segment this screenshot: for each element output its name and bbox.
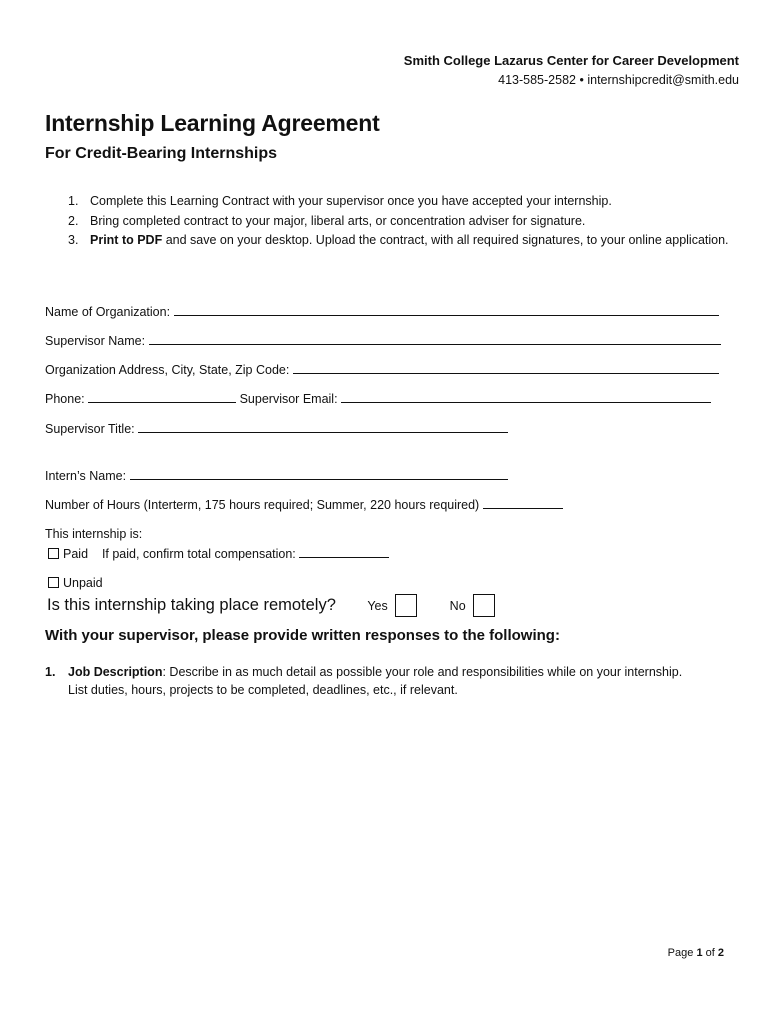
organization-address-row: [45, 361, 719, 379]
hours-label: Number of Hours (Interterm, 175 hours required; Summer, 220 hours required): [45, 498, 480, 512]
contact-phone: 413-585-2582: [498, 73, 576, 87]
instruction-emphasis: Print to PDF: [90, 233, 163, 247]
supervisor-name-row: [45, 332, 721, 350]
instruction-number: 2.: [68, 213, 79, 228]
job-description-prompt: : Describe in as much detail as possible your role and responsibilities while on your internship. List duties, hours, projects to be completed, deadlines, etc., if relevant.: [68, 665, 683, 697]
intern-name-field[interactable]: [130, 467, 508, 480]
paid-checkbox[interactable]: [48, 548, 59, 559]
job-description-number: 1.: [45, 665, 56, 679]
supervisor-title-field[interactable]: [138, 420, 508, 433]
intern-name-label: Intern’s Name:: [45, 469, 127, 483]
job-description-label: Job Description: [68, 665, 163, 679]
supervisor-title-row: [45, 420, 508, 438]
page-word: Page: [667, 947, 694, 959]
paid-compensation-field[interactable]: [299, 545, 389, 558]
instruction-text: and save on your desktop. Upload the contract, with all required signatures, to your online application.: [162, 233, 729, 247]
unpaid-label: Unpaid: [63, 576, 103, 590]
organization-name: Smith College Lazarus Center for Career Development: [403, 53, 739, 68]
page-number: [668, 947, 724, 959]
instruction-item: [68, 231, 738, 251]
responses-heading: With your supervisor, please provide written responses to the following:: [45, 627, 560, 644]
of-word: of: [705, 947, 715, 959]
organization-name-row: [45, 303, 719, 321]
instruction-text: Bring completed contract to your major, liberal arts, or concentration adviser for signature.: [90, 213, 586, 228]
job-description-item: [45, 664, 685, 699]
organization-address-label: Organization Address, City, State, Zip Code:: [45, 363, 290, 377]
paid-compensation-label: If paid, confirm total compensation:: [101, 547, 296, 561]
organization-name-label: Name of Organization:: [45, 305, 171, 319]
intern-name-row: [45, 467, 508, 485]
total-pages: 2: [717, 947, 724, 959]
job-description-text: [68, 664, 685, 699]
instruction-list: [68, 192, 738, 251]
organization-name-field[interactable]: [174, 303, 719, 316]
page-title: Internship Learning Agreement: [45, 110, 380, 136]
remote-yes-checkbox[interactable]: [395, 594, 417, 617]
supervisor-email-field[interactable]: [341, 390, 711, 403]
current-page: 1: [696, 947, 703, 959]
hours-row: [45, 496, 563, 514]
organization-address-field[interactable]: [293, 361, 719, 374]
phone-email-row: [45, 390, 711, 408]
instruction-text: Complete this Learning Contract with your supervisor once you have accepted your internship.: [90, 194, 612, 208]
supervisor-title-label: Supervisor Title:: [45, 422, 135, 436]
supervisor-name-label: Supervisor Name:: [45, 334, 146, 348]
instruction-item: [68, 192, 738, 212]
remote-yes-label: Yes: [367, 598, 388, 613]
supervisor-name-field[interactable]: [149, 332, 721, 345]
remote-question-row: [47, 594, 495, 620]
remote-no-checkbox[interactable]: [473, 594, 495, 617]
phone-label: Phone:: [45, 392, 85, 406]
phone-field[interactable]: [88, 390, 236, 403]
contact-separator: •: [579, 73, 584, 87]
instruction-number: 1.: [68, 194, 79, 208]
supervisor-email-label: Supervisor Email:: [239, 392, 338, 406]
contact-line: [404, 71, 739, 89]
paid-row: [48, 545, 389, 563]
letterhead: [404, 52, 739, 89]
instruction-number: 3.: [68, 233, 79, 247]
unpaid-checkbox[interactable]: [48, 577, 59, 588]
contact-email[interactable]: internshipcredit@smith.edu: [587, 73, 739, 87]
remote-question: Is this internship taking place remotely?: [47, 596, 336, 614]
hours-field[interactable]: [483, 496, 563, 509]
unpaid-row: [48, 574, 103, 592]
page-subtitle: For Credit-Bearing Internships: [45, 145, 278, 162]
remote-no-label: No: [449, 598, 466, 613]
instruction-item: [68, 212, 738, 232]
paid-label: Paid: [63, 547, 89, 561]
internship-type-label: This internship is:: [45, 527, 143, 541]
